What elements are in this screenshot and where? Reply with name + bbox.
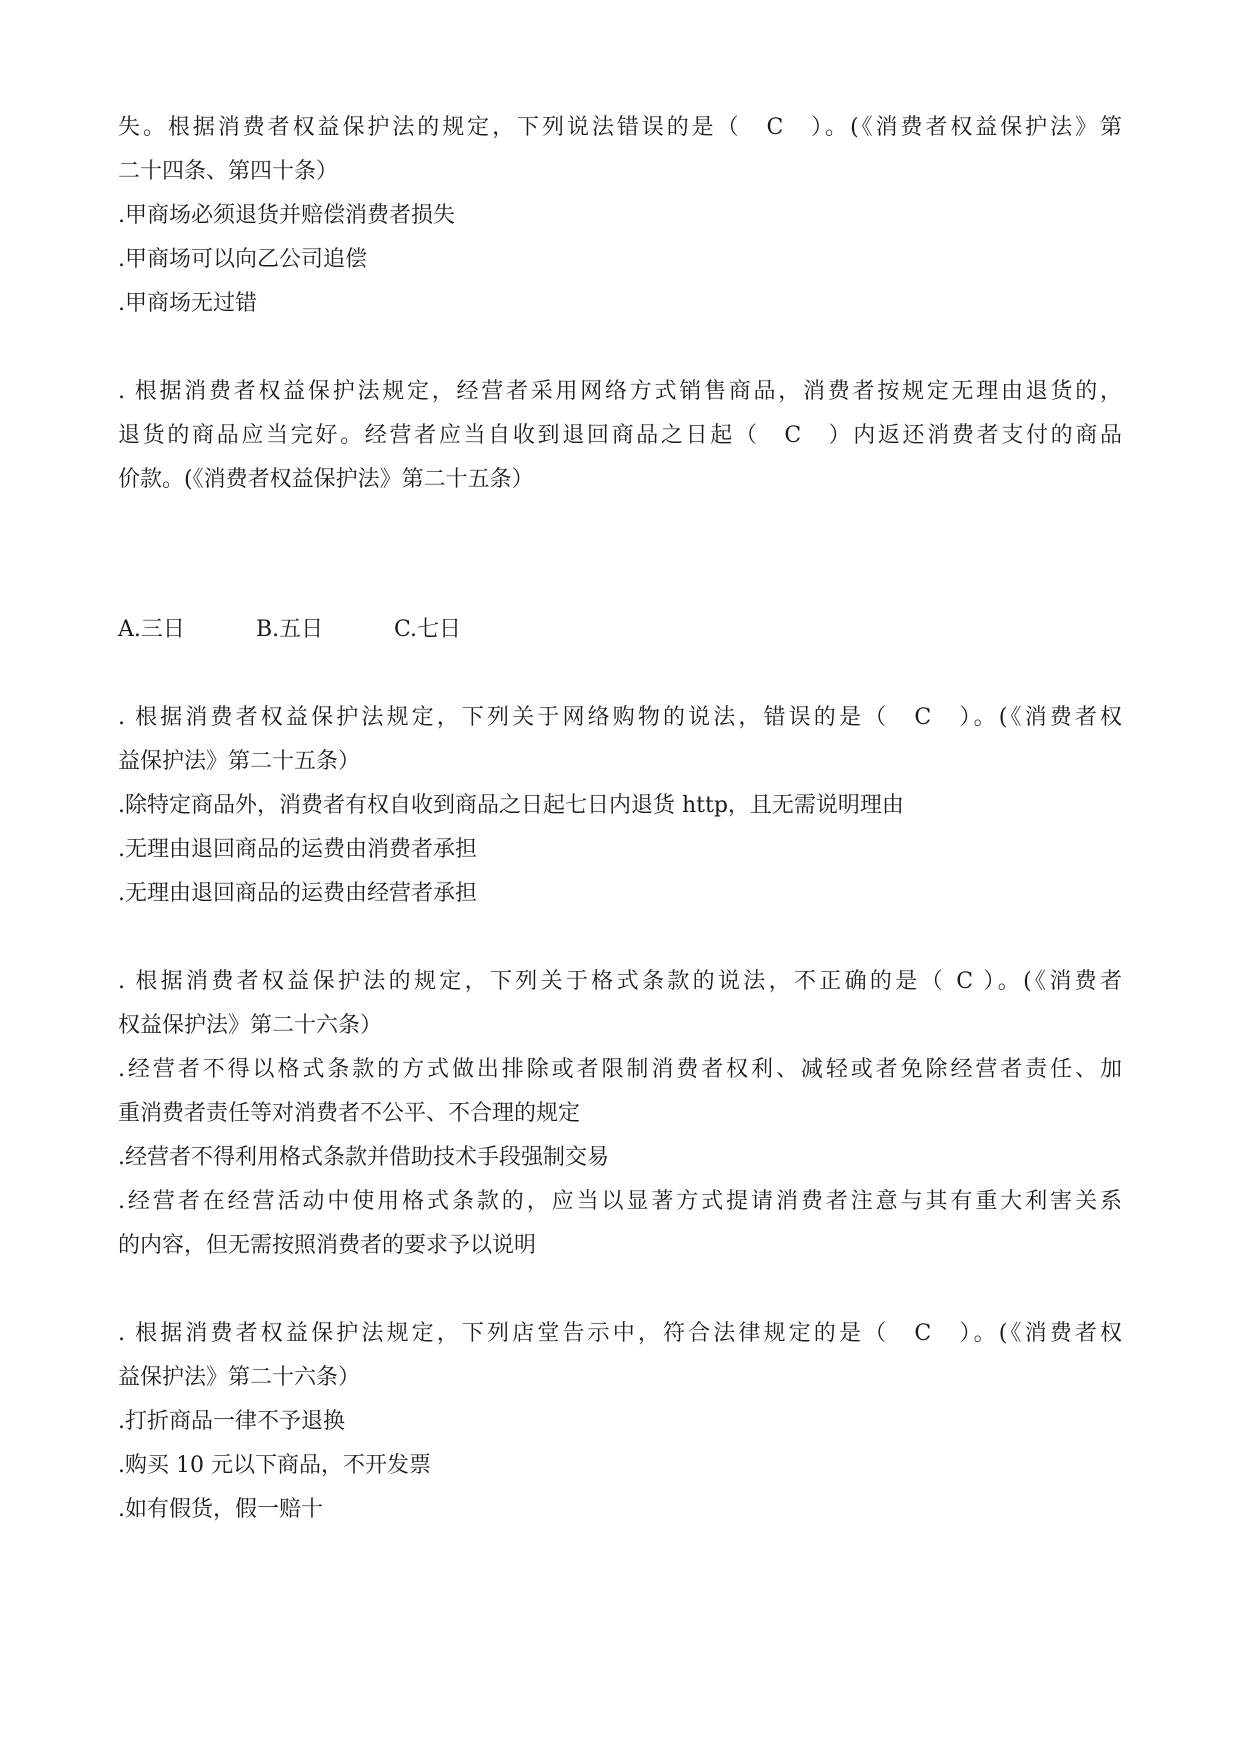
answer-option: .如有假货，假一赔十	[118, 1497, 323, 1522]
answer-options-row	[118, 616, 532, 644]
answer-option: .打折商品一律不予退换	[118, 1409, 345, 1434]
answer-option: .经营者在经营活动中使用格式条款的，应当以显著方式提请消费者注意与其有重大利害关系	[118, 1189, 1122, 1214]
question-text-line: 失。根据消费者权益保护法的规定，下列说法错误的是（ C ）。(《消费者权益保护法》第	[118, 115, 1122, 140]
question-text-line: . 根据消费者权益保护法的规定，下列关于格式条款的说法，不正确的是（ C ）。(《消费者	[118, 969, 1122, 994]
question-text-line: 权益保护法》第二十六条）	[118, 1013, 383, 1038]
answer-option: C.七日	[394, 617, 462, 642]
question-text-line: . 根据消费者权益保护法规定，经营者采用网络方式销售商品，消费者按规定无理由退货的，	[118, 379, 1122, 404]
answer-option: 重消费者责任等对消费者不公平、不合理的规定	[118, 1101, 581, 1126]
answer-option: .经营者不得以格式条款的方式做出排除或者限制消费者权利、减轻或者免除经营者责任、加	[118, 1057, 1122, 1082]
answer-option: .无理由退回商品的运费由经营者承担	[118, 881, 477, 906]
answer-option: .甲商场无过错	[118, 291, 257, 316]
question-text-line: . 根据消费者权益保护法规定，下列店堂告示中，符合法律规定的是（ C ）。(《消费者权	[118, 1321, 1122, 1346]
answer-option: .经营者不得利用格式条款并借助技术手段强制交易	[118, 1145, 609, 1170]
question-text-line: 价款。(《消费者权益保护法》第二十五条）	[118, 467, 534, 492]
answer-option: .无理由退回商品的运费由消费者承担	[118, 837, 477, 862]
answer-option: .购买 10 元以下商品，不开发票	[118, 1453, 431, 1478]
answer-option: .甲商场可以向乙公司追偿	[118, 247, 367, 272]
answer-option: A.三日	[118, 617, 185, 642]
answer-option: 的内容，但无需按照消费者的要求予以说明	[118, 1233, 537, 1258]
question-text-line: 二十四条、第四十条）	[118, 159, 339, 184]
answer-option: .甲商场必须退货并赔偿消费者损失	[118, 203, 455, 228]
question-text-line: 益保护法》第二十五条）	[118, 749, 361, 774]
question-text-line: 益保护法》第二十六条）	[118, 1365, 361, 1390]
question-text-line: . 根据消费者权益保护法规定，下列关于网络购物的说法，错误的是（ C ）。(《消费者权	[118, 705, 1122, 730]
answer-option: B.五日	[256, 617, 324, 642]
answer-option: .除特定商品外，消费者有权自收到商品之日起七日内退货 http，且无需说明理由	[118, 793, 904, 818]
question-text-line: 退货的商品应当完好。经营者应当自收到退回商品之日起（ C ）内返还消费者支付的商品	[118, 423, 1122, 448]
